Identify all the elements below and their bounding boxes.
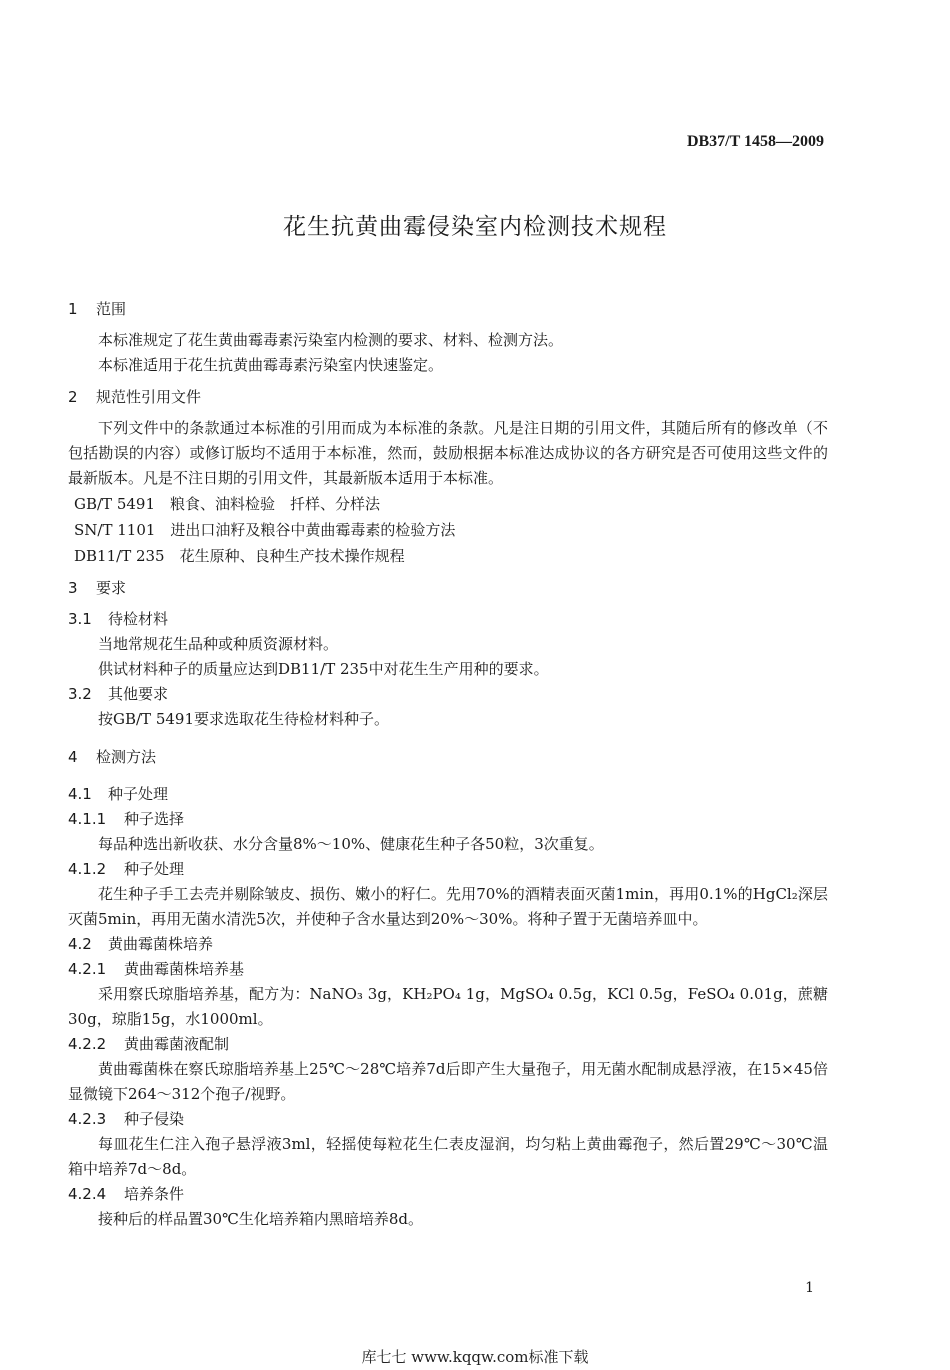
paragraph: 黄曲霉菌株在察氏琼脂培养基上25℃～28℃培养7d后即产生大量孢子，用无菌水配制成悬浮液，在15×45倍显微镜下264～312个孢子/视野。 [68, 1060, 828, 1103]
subsection-4-2-3-heading [68, 1107, 828, 1132]
section-number: 1 [68, 300, 78, 318]
subsection-4-1-1-heading [68, 807, 828, 832]
section-title: 其他要求 [108, 685, 169, 703]
section-number: 4.2.3 [68, 1110, 107, 1128]
footer-watermark[interactable]: 库七七 www.kqqw.com标准下载 [361, 1348, 589, 1366]
section-number: 3 [68, 579, 78, 597]
section-number: 4.1 [68, 785, 92, 803]
subsection-4-1-2-heading [68, 857, 828, 882]
section-title: 检测方法 [96, 748, 157, 766]
section-number: 2 [68, 388, 78, 406]
section-title: 规范性引用文件 [96, 388, 202, 406]
section-title: 种子处理 [108, 785, 169, 803]
paragraph: 采用察氏琼脂培养基，配方为：NaNO₃ 3g，KH₂PO₄ 1g，MgSO₄ 0.5g，KCl 0.5g，FeSO₄ 0.01g，蔗糖30g，琼脂15g，水1000ml。 [68, 985, 828, 1028]
section-number: 3.1 [68, 610, 92, 628]
section-number: 3.2 [68, 685, 92, 703]
section-title: 黄曲霉菌株培养 [108, 935, 214, 953]
subsection-3-2-heading [68, 682, 828, 707]
subsection-4-2-1-heading [68, 957, 828, 982]
reference-item: DB11/T 235 花生原种、良种生产技术操作规程 [74, 547, 405, 565]
reference-item: GB/T 5491 粮食、油料检验 扦样、分样法 [74, 495, 381, 513]
section-2-heading [68, 384, 828, 410]
section-title: 培养条件 [124, 1185, 185, 1203]
page-number: 1 [805, 1280, 814, 1296]
paragraph: 下列文件中的条款通过本标准的引用而成为本标准的条款。凡是注日期的引用文件，其随后所有的修改单（不包括勘误的内容）或修订版均不适用于本标准，然而，鼓励根据本标准达成协议的各方研究是否可使用这些文件的最新版本。凡是不注日期的引用文件，其最新版本适用于本标准。 [68, 419, 828, 487]
section-number: 4.1.2 [68, 860, 107, 878]
subsection-4-2-2-heading [68, 1032, 828, 1057]
section-title: 种子侵染 [124, 1110, 185, 1128]
section-number: 4.2.1 [68, 960, 107, 978]
reference-item: SN/T 1101 进出口油籽及粮谷中黄曲霉毒素的检验方法 [74, 521, 456, 539]
document-title: 花生抗黄曲霉侵染室内检测技术规程 [283, 214, 667, 240]
paragraph: 每品种选出新收获、水分含量8%～10%、健康花生种子各50粒，3次重复。 [98, 835, 604, 853]
paragraph: 当地常规花生品种或种质资源材料。 [98, 635, 339, 653]
paragraph: 按GB/T 5491要求选取花生待检材料种子。 [98, 710, 390, 728]
section-4-heading [68, 744, 828, 770]
section-title: 黄曲霉菌株培养基 [124, 960, 245, 978]
section-title: 种子处理 [124, 860, 185, 878]
paragraph: 花生种子手工去壳并剔除皱皮、损伤、嫩小的籽仁。先用70%的酒精表面灭菌1min，再用0.1%的HgCl₂深层灭菌5min，再用无菌水清洗5次，并使种子含水量达到20%～30%。将种子置于无菌培养皿中。 [68, 885, 828, 928]
section-number: 4.2.2 [68, 1035, 107, 1053]
section-title: 待检材料 [108, 610, 169, 628]
paragraph: 本标准适用于花生抗黄曲霉毒素污染室内快速鉴定。 [98, 356, 444, 374]
paragraph: 每皿花生仁注入孢子悬浮液3ml，轻摇使每粒花生仁表皮湿润，均匀粘上黄曲霉孢子，然后置29℃～30℃温箱中培养7d～8d。 [68, 1135, 828, 1178]
section-title: 黄曲霉菌液配制 [124, 1035, 230, 1053]
standard-code: DB37/T 1458—2009 [686, 133, 824, 150]
section-title: 种子选择 [124, 810, 185, 828]
subsection-4-1-heading [68, 782, 828, 807]
section-1-heading [68, 296, 828, 322]
subsection-3-1-heading [68, 607, 828, 632]
paragraph: 供试材料种子的质量应达到DB11/T 235中对花生生产用种的要求。 [98, 660, 549, 678]
document-body [68, 296, 828, 1232]
paragraph: 本标准规定了花生黄曲霉毒素污染室内检测的要求、材料、检测方法。 [98, 331, 564, 349]
section-3-heading [68, 575, 828, 601]
section-title: 要求 [96, 579, 127, 597]
section-number: 4 [68, 748, 78, 766]
section-number: 4.1.1 [68, 810, 107, 828]
paragraph: 接种后的样品置30℃生化培养箱内黑暗培养8d。 [98, 1210, 424, 1228]
subsection-4-2-heading [68, 932, 828, 957]
section-number: 4.2 [68, 935, 92, 953]
subsection-4-2-4-heading [68, 1182, 828, 1207]
section-number: 4.2.4 [68, 1185, 107, 1203]
section-title: 范围 [96, 300, 127, 318]
